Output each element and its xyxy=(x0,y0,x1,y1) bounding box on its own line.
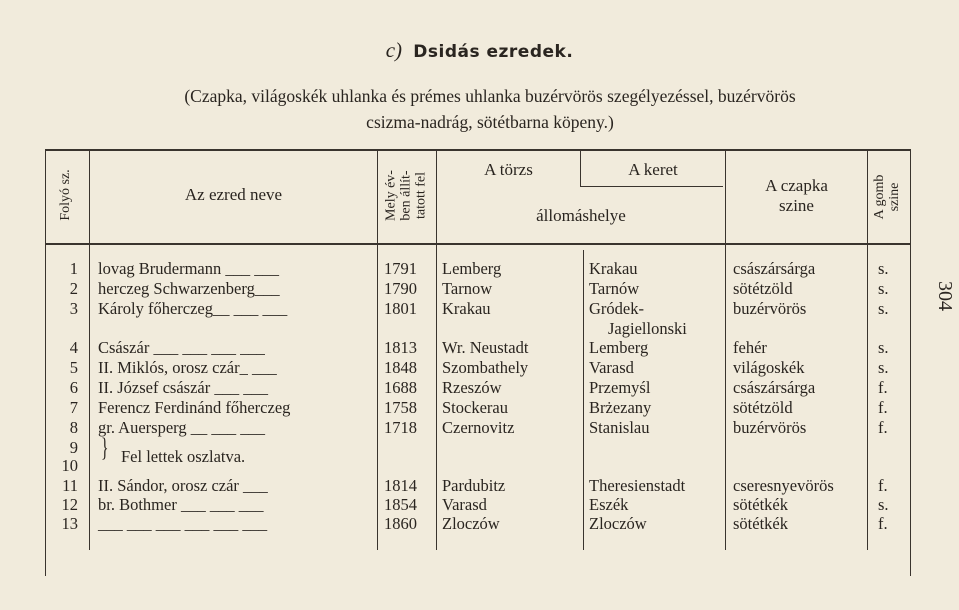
founding-year: 1814 xyxy=(384,476,417,495)
row-number: 8 xyxy=(69,418,78,437)
button-color: s. xyxy=(878,299,889,318)
section-letter: c) xyxy=(385,38,403,62)
column-rule xyxy=(45,150,46,576)
button-color: s. xyxy=(878,358,889,377)
header-gomb-line: A gomb xyxy=(872,174,887,220)
header-year xyxy=(384,146,429,246)
column-rule xyxy=(377,150,378,550)
row-number: 7 xyxy=(69,398,78,417)
button-color: f. xyxy=(878,514,888,533)
column-rule xyxy=(89,150,90,550)
header-czapka-szine xyxy=(726,176,867,216)
founding-year: 1688 xyxy=(384,378,417,397)
row-number: 3 xyxy=(69,299,78,318)
column-rule xyxy=(910,150,911,576)
keret-station: Tarnów xyxy=(589,279,640,298)
header-gomb-line: szine xyxy=(887,182,902,212)
founding-year: 1791 xyxy=(384,259,417,278)
cap-color: világoskék xyxy=(733,358,805,377)
torzs-station: Stockerau xyxy=(442,398,508,417)
keret-station-continued: Jagiellonski xyxy=(608,319,687,338)
header-czapka-line: A czapka xyxy=(765,176,828,195)
founding-year: 1854 xyxy=(384,495,417,514)
section-title: Dsidás ezredek. xyxy=(413,42,574,62)
header-ezred-neve: Az ezred neve xyxy=(184,185,283,204)
cap-color: buzérvörös xyxy=(733,299,807,318)
section-heading xyxy=(0,38,959,63)
keret-station: Krakau xyxy=(589,259,638,278)
founding-year: 1860 xyxy=(384,514,417,533)
cap-color: buzérvörös xyxy=(733,418,807,437)
row-number: 6 xyxy=(69,378,78,397)
keret-station: Varasd xyxy=(589,358,634,377)
header-torzs: A törzs xyxy=(484,160,533,179)
row-number: 5 xyxy=(69,358,78,377)
torzs-station: Lemberg xyxy=(442,259,502,278)
torzs-station: Tarnow xyxy=(442,279,493,298)
header-allomashelye: állomáshelye xyxy=(536,206,626,225)
cap-color: sötétkék xyxy=(733,514,788,533)
button-color: f. xyxy=(878,398,888,417)
uniform-description-line: csizma-nadrág, sötétbarna köpeny.) xyxy=(366,112,614,132)
founding-year: 1848 xyxy=(384,358,417,377)
button-color: s. xyxy=(878,338,889,357)
page-number: 304 xyxy=(934,281,956,311)
torzs-station: Szombathely xyxy=(442,358,529,377)
cap-color: császársárga xyxy=(733,259,816,278)
cap-color: cseresnyevörös xyxy=(733,476,834,495)
regiment-name: Császár ___ ___ ___ ___ xyxy=(98,338,265,357)
founding-year: 1718 xyxy=(384,418,417,437)
regiment-name: II. József császár ___ ___ xyxy=(98,378,268,397)
cap-color: fehér xyxy=(733,338,767,357)
uniform-description xyxy=(70,83,910,135)
regiment-name: herczeg Schwarzenberg___ xyxy=(98,279,280,298)
torzs-station: Zloczów xyxy=(442,514,500,533)
header-czapka-line: szine xyxy=(779,196,814,215)
cap-color: császársárga xyxy=(733,378,816,397)
founding-year: 1813 xyxy=(384,338,417,357)
header-keret: A keret xyxy=(628,160,678,179)
keret-station: Eszék xyxy=(589,495,629,514)
column-rule xyxy=(583,250,584,550)
torzs-station: Czernovitz xyxy=(442,418,515,437)
founding-year: 1801 xyxy=(384,299,417,318)
row-number: 10 xyxy=(61,456,78,475)
regiment-name: ___ ___ ___ ___ ___ ___ xyxy=(98,514,268,533)
header-year-line: tatott fel xyxy=(413,171,429,220)
keret-station: Przemyśl xyxy=(589,378,651,397)
button-color: f. xyxy=(878,476,888,495)
row-number: 11 xyxy=(62,476,78,495)
founding-year: 1790 xyxy=(384,279,417,298)
regiment-name: Ferencz Ferdinánd főherczeg xyxy=(98,398,291,417)
regiment-name: II. Miklós, orosz czár_ ___ xyxy=(98,358,277,377)
header-folyo-sz: Folyó sz. xyxy=(58,169,73,221)
founding-year: 1758 xyxy=(384,398,417,417)
cap-color: sötétzöld xyxy=(733,279,793,298)
table-top-rule xyxy=(45,149,911,151)
keret-station: Stanislau xyxy=(589,418,650,437)
header-year-line: Mely év- xyxy=(383,170,399,221)
keret-station: Theresienstadt xyxy=(589,476,686,495)
header-bottom-rule xyxy=(45,243,911,245)
disbanded-note: Fel lettek oszlatva. xyxy=(121,447,246,466)
header-year-line: ben állít- xyxy=(398,170,414,221)
row-number: 13 xyxy=(61,514,78,533)
regiment-name: br. Bothmer ___ ___ ___ xyxy=(98,495,264,514)
torzs-station: Krakau xyxy=(442,299,491,318)
button-color: f. xyxy=(878,418,888,437)
button-color: s. xyxy=(878,495,889,514)
row-number: 9 xyxy=(69,438,78,457)
regiment-name: gr. Auersperg __ ___ ___ xyxy=(98,418,265,437)
keret-station: Zloczów xyxy=(589,514,647,533)
button-color: f. xyxy=(878,378,888,397)
row-number: 12 xyxy=(61,495,78,514)
keret-station: Brżezany xyxy=(589,398,652,417)
regiment-name: Károly főherczeg__ ___ ___ xyxy=(98,299,288,318)
cap-color: sötétkék xyxy=(733,495,788,514)
torzs-station: Rzeszów xyxy=(442,378,502,397)
header-gomb-szine xyxy=(872,147,904,247)
keret-station: Gródek- xyxy=(589,299,644,318)
torzs-station: Varasd xyxy=(442,495,487,514)
torzs-station: Pardubitz xyxy=(442,476,506,495)
button-color: s. xyxy=(878,279,889,298)
keret-station: Lemberg xyxy=(589,338,649,357)
regiment-name: II. Sándor, orosz czár ___ xyxy=(98,476,268,495)
row-number: 2 xyxy=(69,279,78,298)
uniform-description-line: (Czapka, világoskék uhlanka és prémes uhlanka buzérvörös szegélyezéssel, buzérvörös xyxy=(184,86,796,106)
merge-brace: } xyxy=(101,433,109,462)
row-number: 4 xyxy=(69,338,78,357)
row-number: 1 xyxy=(69,259,78,278)
keret-separator-rule xyxy=(580,186,723,187)
torzs-station: Wr. Neustadt xyxy=(442,338,529,357)
regiment-name: lovag Brudermann ___ ___ xyxy=(98,259,280,278)
column-rule xyxy=(867,150,868,550)
button-color: s. xyxy=(878,259,889,278)
cap-color: sötétzöld xyxy=(733,398,793,417)
